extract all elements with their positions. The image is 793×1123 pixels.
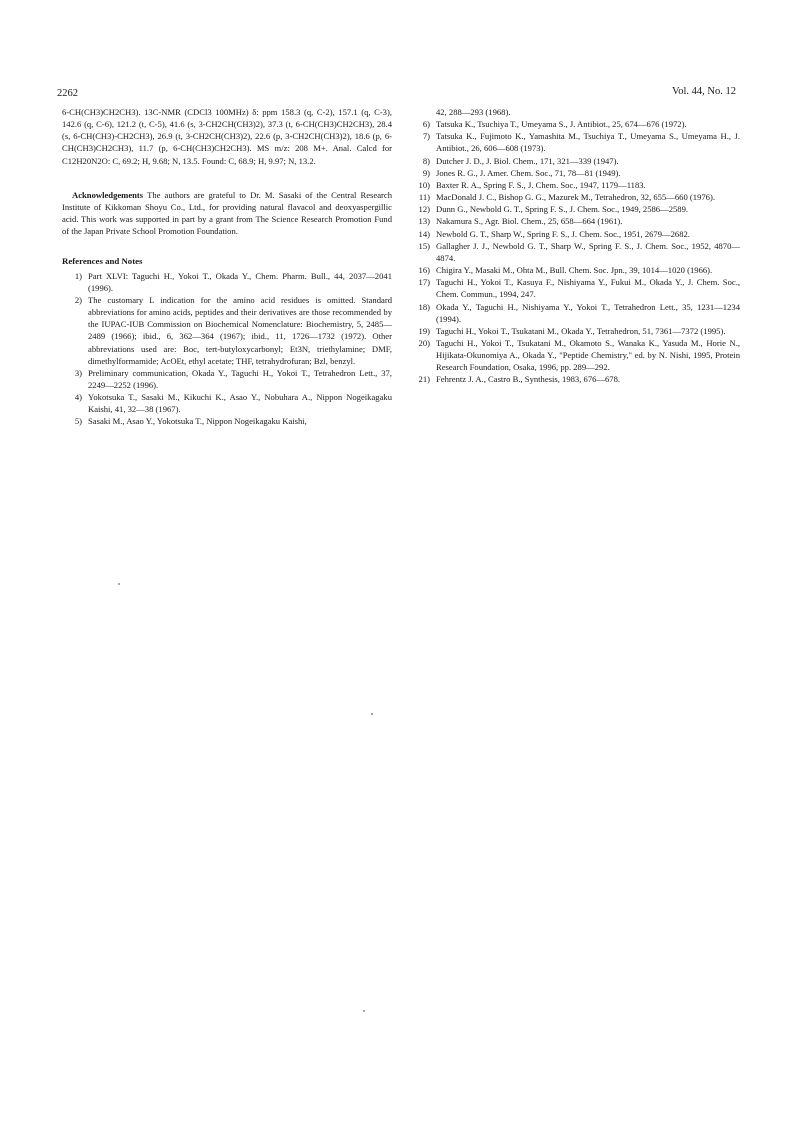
reference-number: 9) [422, 167, 430, 178]
reference-text: The customary L indication for the amino acid residues is omitted. Standard abbreviations for amino acids, peptides and their derivatives are those recommended by the IUPAC-IUB Commission on Biochemical Nomenclature: Biochemistry, 5, 2485—2489 (1966); ibid., 6, 362—364 (1967); ibid., 11, 1726—1732 (1972). Other abbreviations used are: Boc, tert-butyloxycarbonyl; Et3N, triethylamine; DMF, dimethylformamide; AcOEt, ethyl acetate; THF, tetrahydrofuran; Bzl, benzyl. [88, 294, 392, 366]
reference-number: 7) [422, 131, 430, 142]
reference-text: Gallagher J. J., Newbold G. T., Sharp W., Spring F. S., J. Chem. Soc., 1952, 4870—4874. [436, 240, 740, 263]
reference-number [410, 106, 436, 118]
acknowledgements-heading: Acknowledgements [72, 189, 144, 200]
reference-text: Jones R. G., J. Amer. Chem. Soc., 71, 78—81 (1949). [436, 167, 621, 178]
reference-text: Tatsuka K., Tsuchiya T., Umeyama S., J. Antibiot., 25, 674—676 (1972). [436, 119, 687, 130]
reference-item [62, 415, 392, 427]
reference-item [62, 294, 392, 367]
reference-text: Preliminary communication, Okada Y., Taguchi H., Yokoi T., Tetrahedron Lett., 37, 2249—2252 (1996). [88, 367, 392, 390]
reference-number: 15) [418, 240, 430, 251]
reference-item [62, 391, 392, 415]
reference-number: 14) [418, 228, 430, 239]
right-column [410, 106, 740, 386]
reference-number: 8) [422, 155, 430, 166]
reference-number: 3) [74, 367, 82, 378]
reference-item [410, 167, 740, 179]
page-number: 2262 [57, 88, 78, 99]
reference-number: 1) [74, 270, 82, 281]
reference-item [410, 106, 740, 118]
reference-number: 4) [74, 392, 82, 403]
reference-text: Fehrentz J. A., Castro B., Synthesis, 1983, 676—678. [436, 374, 621, 385]
reference-number: 20) [418, 337, 430, 348]
reference-number: 5) [74, 416, 82, 427]
reference-text: Nakamura S., Agr. Biol. Chem., 25, 658—664 (1961). [436, 216, 623, 227]
volume-issue: Vol. 44, No. 12 [672, 86, 736, 97]
reference-item [62, 270, 392, 294]
reference-item [410, 228, 740, 240]
reference-text: Tatsuka K., Fujimoto K., Yamashita M., Tsuchiya T., Umeyama S., Umeyama H., J. Antibiot., 26, 606—608 (1973). [436, 131, 740, 154]
reference-number: 10) [418, 179, 430, 190]
left-column [62, 106, 392, 428]
reference-text: MacDonald J. C., Bishop G. G., Mazurek M., Tetrahedron, 32, 655—660 (1976). [436, 192, 715, 203]
references-heading: References and Notes [62, 256, 143, 267]
reference-text: Dunn G., Newbold G. T., Spring F. S., J. Chem. Soc., 1949, 2586—2589. [436, 204, 689, 215]
reference-item [410, 301, 740, 325]
reference-number: 13) [418, 216, 430, 227]
reference-item [410, 130, 740, 154]
reference-text: Dutcher J. D., J. Biol. Chem., 171, 321—339 (1947). [436, 155, 619, 166]
reference-item [62, 367, 392, 391]
reference-number: 18) [418, 301, 430, 312]
reference-item [410, 373, 740, 385]
reference-text: Part XLVI: Taguchi H., Yokoi T., Okada Y., Chem. Pharm. Bull., 44, 2037—2041 (1996). [88, 270, 392, 293]
reference-number: 21) [418, 374, 430, 385]
reference-item [410, 179, 740, 191]
reference-text: Sasaki M., Asao Y., Yokotsuka T., Nippon Nogeikagaku Kaishi, [88, 416, 307, 427]
reference-number: 19) [418, 325, 430, 336]
reference-number: 6) [422, 119, 430, 130]
reference-text: Taguchi H., Yokoi T., Kasuya F., Nishiyama Y., Fukui M., Okada Y., J. Chem. Soc., Chem. Commun., 1994, 247. [436, 277, 740, 300]
nmr-data-paragraph: 6-CH(CH3)CH2CH3). 13C-NMR (CDCl3 100MHz) δ: ppm 158.3 (q, C-2), 157.1 (q, C-3), 142.6 (q, C-6), 121.2 (t, C-5), 41.6 (s, 3-CH2CH(CH3)2), 37.3 (t, 6-CH(CH3)CH2CH3), 28.4 (s, 6-CH(CH3)-CH2CH3), 26.9 (t, 3-CH2CH(CH3)2), 22.6 (p, 3-CH2CH(CH3)2), 18.6 (p, 6-CH(CH3)CH2CH3), 11.7 (p, 6-CH(CH3)CH2CH3). MS m/z: 208 M+. Anal. Calcd for C12H20N2O: C, 69.2; H, 9.68; N, 13.5. Found: C, 68.9; H, 9.97; N, 13.2. [62, 107, 392, 166]
reference-item [410, 264, 740, 276]
scan-speck [371, 713, 373, 715]
reference-text: Chigira Y., Masaki M., Ohta M., Bull. Chem. Soc. Jpn., 39, 1014—1020 (1966). [436, 265, 713, 276]
reference-text: Yokotsuka T., Sasaki M., Kikuchi K., Asao Y., Nobuhara A., Nippon Nogeikagaku Kaishi, 41, 32—38 (1967). [88, 392, 392, 415]
reference-text: Taguchi H., Yokoi T., Tsukatani M., Okamoto S., Wanaka K., Yasuda M., Horie N., Hijikata-Okunomiya A., Okada Y., "Peptide Chemistry," ed. by N. Nishi, 1995, Protein Research Foundation, Osaka, 1996, pp. 289—292. [436, 337, 740, 373]
reference-item [410, 191, 740, 203]
reference-item [410, 240, 740, 264]
reference-text: Okada Y., Taguchi H., Nishiyama Y., Yokoi T., Tetrahedron Lett., 35, 1231—1234 (1994). [436, 301, 740, 324]
reference-item [410, 337, 740, 373]
reference-number: 12) [418, 204, 430, 215]
reference-item [410, 215, 740, 227]
acknowledgements-paragraph [62, 189, 392, 238]
reference-text: 42, 288—293 (1968). [436, 107, 511, 117]
reference-number: 17) [418, 277, 430, 288]
reference-number: 2) [74, 294, 82, 305]
reference-item [410, 276, 740, 300]
reference-item [410, 203, 740, 215]
reference-item [410, 118, 740, 130]
scan-speck [118, 583, 120, 585]
reference-number: 16) [418, 265, 430, 276]
reference-text: Newbold G. T., Sharp W., Spring F. S., J. Chem. Soc., 1951, 2679—2682. [436, 228, 690, 239]
reference-text: Taguchi H., Yokoi T., Tsukatani M., Okada Y., Tetrahedron, 51, 7361—7372 (1995). [436, 325, 726, 336]
reference-text: Baxter R. A., Spring F. S., J. Chem. Soc., 1947, 1179—1183. [436, 179, 646, 190]
reference-number: 11) [418, 192, 430, 203]
scan-speck [363, 1010, 365, 1012]
reference-item [410, 325, 740, 337]
acknowledgements-text: The authors are grateful to Dr. M. Sasaki of the Central Research Institute of Kikkoman Shoyu Co., Ltd., for providing natural flavacol and deoxyaspergillic acid. This work was supported in part by a grant from The Science Research Promotion Fund of the Japan Private School Promotion Foundation. [62, 189, 392, 237]
reference-item [410, 155, 740, 167]
